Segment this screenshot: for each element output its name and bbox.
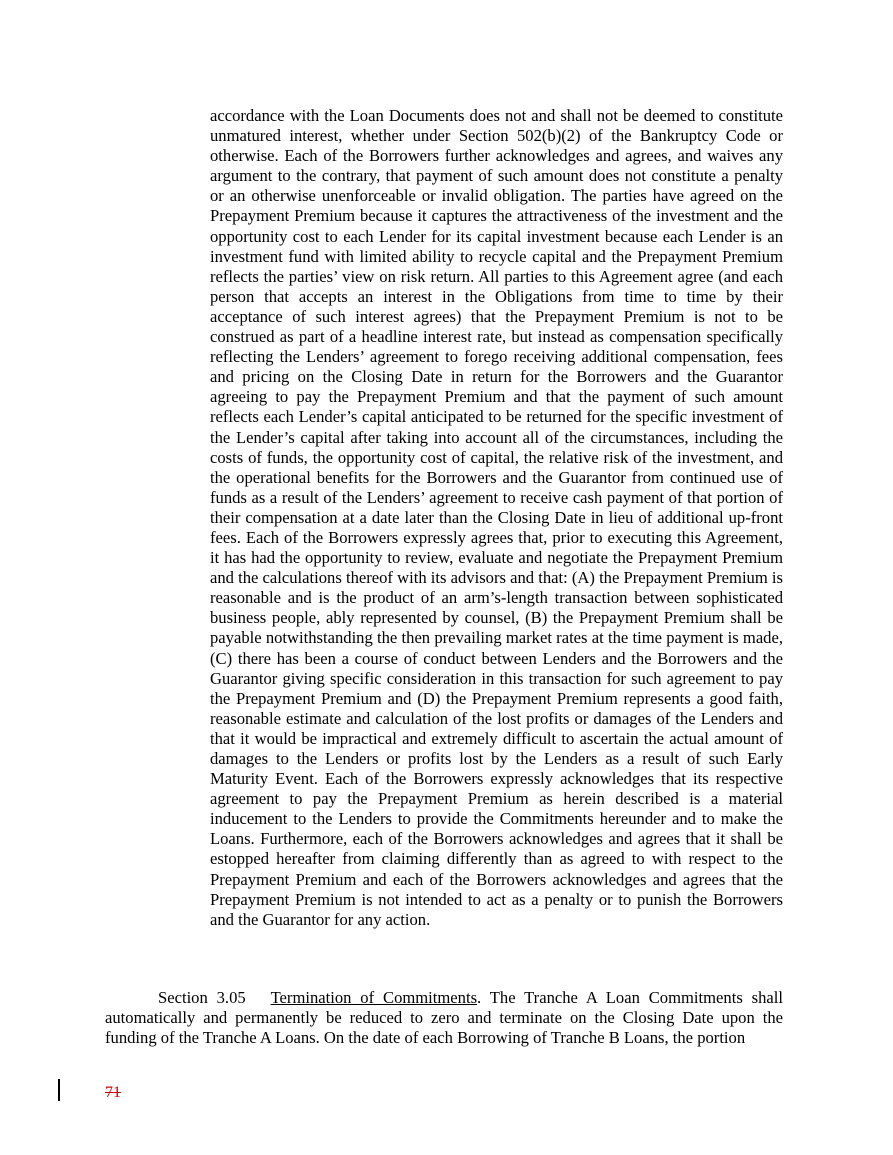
- page-number: 71: [105, 1084, 121, 1101]
- section-3-05-paragraph: [105, 988, 783, 1048]
- prepayment-premium-paragraph: accordance with the Loan Documents does not and shall not be deemed to constitute unmatured interest, whether under Section 502(b)(2) of the Bankruptcy Code or otherwise. Each of the Borrowers further acknowledges and agrees, and waives any argument to the contrary, that payment of such amount does not constitute a penalty or an otherwise unenforceable or invalid obligation. The parties have agreed on the Prepayment Premium because it captures the attractiveness of the investment and the opportunity cost to each Lender for its capital investment because each Lender is an investment fund with limited ability to recycle capital and the Prepayment Premium reflects the parties’ view on risk return. All parties to this Agreement agree (and each person that accepts an interest in the Obligations from time to time by their acceptance of such interest agrees) that the Prepayment Premium is not to be construed as part of a headline interest rate, but instead as compensation specifically reflecting the Lenders’ agreement to forego receiving additional compensation, fees and pricing on the Closing Date in return for the Borrowers and the Guarantor agreeing to pay the Prepayment Premium and that the payment of such amount reflects each Lender’s capital anticipated to be returned for the specific investment of the Lender’s capital after taking into account all of the circumstances, including the costs of funds, the opportunity cost of capital, the relative risk of the investment, and the operational benefits for the Borrowers and the Guarantor from continued use of funds as a result of the Lenders’ agreement to receive cash payment of that portion of their compensation at a date later than the Closing Date in lieu of additional up-front fees. Each of the Borrowers expressly agrees that, prior to executing this Agreement, it has had the opportunity to review, evaluate and negotiate the Prepayment Premium and the calculations thereof with its advisors and that: (A) the Prepayment Premium is reasonable and is the product of an arm’s-length transaction between sophisticated business people, ably represented by counsel, (B) the Prepayment Premium shall be payable notwithstanding the then prevailing market rates at the time payment is made, (C) there has been a course of conduct between Lenders and the Borrowers and the Guarantor giving specific consideration in this transaction for such agreement to pay the Prepayment Premium and (D) the Prepayment Premium represents a good faith, reasonable estimate and calculation of the lost profits or damages of the Lenders and that it would be impractical and extremely difficult to ascertain the actual amount of damages to the Lenders or profits lost by the Lenders as a result of such Early Maturity Event. Each of the Borrowers expressly acknowledges that its respective agreement to pay the Prepayment Premium as herein described is a material inducement to the Lenders to provide the Commitments hereunder and to make the Loans. Furthermore, each of the Borrowers acknowledges and agrees that it shall be estopped hereafter from claiming differently than as agreed to with respect to the Prepayment Premium and each of the Borrowers acknowledges and agrees that the Prepayment Premium is not intended to act as a penalty or to punish the Borrowers and the Guarantor for any action.: [210, 106, 783, 929]
- revision-change-bar: [58, 1079, 60, 1101]
- section-body: . The Tranche A Loan Commitments shall automatically and permanently be reduced to zero and terminate on the Closing Date upon the funding of the Tranche A Loans. On the date of each Borrowing of Tranche B Loans, the portion: [105, 988, 783, 1048]
- section-heading: Termination of Commitments: [270, 988, 478, 1007]
- section-number: Section 3.05: [158, 988, 246, 1007]
